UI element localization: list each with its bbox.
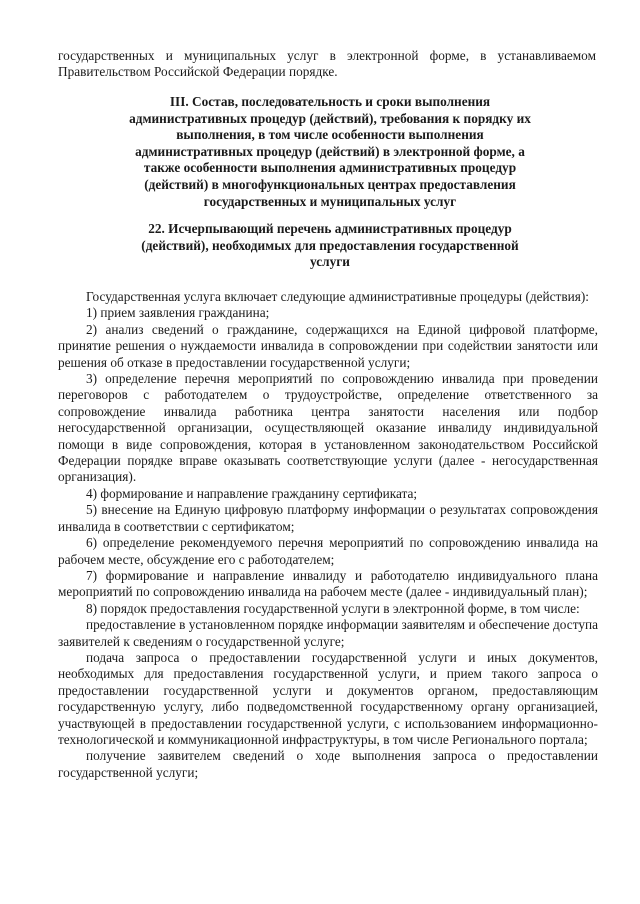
list-item-7: 7) формирование и направление инвалиду и работодателю индивидуального плана мероприятий по сопровождению инвалида на рабочем месте (далее - индивидуальный план); <box>58 567 598 600</box>
sub-item-request: подача запроса о предоставлении государственной услуги и иных документов, необходимых для предоставления государственной услуги, и прием такого запроса о предоставлении государственной услуги и документов органом, предоставляющим государственную услугу, либо подведомственной государственному органу организацией, участвующей в предоставлении государственной услуги, с использованием информационно-технологической и коммуникационной инфраструктуры, в том числе Регионального портала; <box>58 649 598 747</box>
list-item-2: 2) анализ сведений о гражданине, содержащихся на Единой цифровой платформе, принятие решения о нуждаемости инвалида в сопровождении при содействии занятости или решения об отказе в предоставлении государственной услуги; <box>58 321 598 370</box>
list-item-8: 8) порядок предоставления государственной услуги в электронной форме, в том числе: <box>86 600 580 616</box>
paragraph-intro: Государственная услуга включает следующие административные процедуры (действия): <box>86 289 589 304</box>
list-item-4: 4) формирование и направление гражданину сертификата; <box>86 485 418 501</box>
list-item-5: 5) внесение на Единую цифровую платформу информации о результатах сопровождения инвалида в соответствии с сертификатом; <box>58 502 598 534</box>
section-heading: III. Состав, последовательность и сроки выполнения административных процедур (действий), требования к порядку их выполнения, в том числе особенности выполнения административных процедур (действий) в электронной форме, а также особенности выполнения административных процедур (действий) в многофункциональных центрах предоставления государственных и муниципальных услуг <box>129 94 531 209</box>
list-item-3: 3) определение перечня мероприятий по сопровождению инвалида при проведении переговоров с работодателем о трудоустройстве, определение ответственного за сопровождение инвалида работника центра занятости населения или подбор негосударственной организации, осуществляющей оказание инвалиду индивидуальной помощи в виде сопровождения, которая в установленном законодательством Российской Федерации порядке вправе оказывать соответствующие услуги (далее - негосударственная организация). <box>58 371 598 485</box>
list-item-6: 6) определение рекомендуемого перечня мероприятий по сопровождению инвалида на рабочем месте, обсуждение его с работодателем; <box>58 535 598 567</box>
body-text <box>58 289 598 781</box>
sub-item-information: предоставление в установленном порядке информации заявителям и обеспечение доступа заявителей к сведениям о государственной услуге; <box>58 617 598 649</box>
subsection-heading: 22. Исчерпывающий перечень административных процедур (действий), необходимых для предоставления государственной услуги <box>141 221 519 270</box>
carryover-text: государственных и муниципальных услуг в электронной форме, в устанавливаемом Правительством Российской Федерации порядке. <box>58 48 596 80</box>
list-item-1: 1) прием заявления гражданина; <box>86 305 270 321</box>
sub-item-status: получение заявителем сведений о ходе выполнения запроса о предоставлении государственной услуги; <box>58 748 598 780</box>
